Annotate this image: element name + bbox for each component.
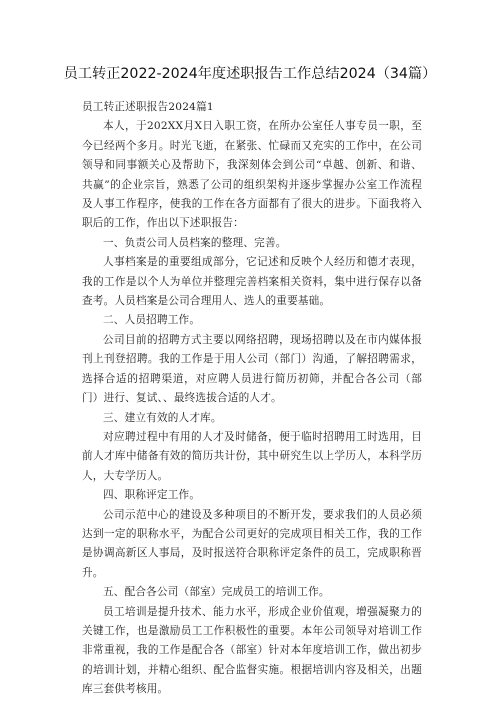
section-heading-5: 五、配合各公司（部室）完成员工的培训工作。 [103, 586, 330, 599]
document-subtitle: 员工转正述职报告2024篇1 [82, 101, 214, 113]
document-title: 员工转正2022-2024年度述职报告工作总结2024（34篇） [63, 66, 437, 82]
section-heading-4: 四、职称评定工作。 [103, 489, 201, 502]
section-heading-2: 二、人员招聘工作。 [103, 314, 201, 327]
section-paragraph-3: 对应聘过程中有用的人才及时储备，便于临时招聘用工时选用，目前人才库中储备有效的简历共计份，其中研究生以上学历人，本科学历人，大专学历人。 [82, 430, 422, 482]
section-paragraph-2: 公司目前的招聘方式主要以网络招聘，现场招聘以及在市内媒体报刊上刊登招聘。我的工作是于用人公司（部门）沟通，了解招聘需求，选择合适的招聘渠道，对应聘人员进行简历初筛，并配合各公司（部门）进行、复试、、最终选拔合适的人才。 [82, 333, 422, 405]
section-heading-1: 一、负责公司人员档案的整理、完善。 [103, 236, 287, 249]
section-paragraph-1: 人事档案是的重要组成部分，它记述和反映个人经历和德才表现，我的工作是以个人为单位并整理完善档案相关资料，集中进行保存以备查考。人员档案是公司合理用人、选人的重要基础。 [82, 256, 422, 308]
section-paragraph-4: 公司示范中心的建设及多种项目的不断开发，要求我们的人员必须达到一定的职称水平，为配合公司更好的完成项目相关工作，我的工作是协调高新区人事局，及时报送符合职称评定条件的员工，完成职称晋升。 [82, 508, 422, 579]
section-heading-3: 三、建立有效的人才库。 [103, 411, 222, 424]
intro-paragraph: 本人，于202XX月X日入职工资，在所办公室任人事专员一职，至今已经两个多月。时光飞逝，在紧张、忙碌而又充实的工作中，在公司领导和同事额关心及帮助下，我深刻体会到公司“卓越、创新、和谐、共赢”的企业宗旨，熟悉了公司的组织架构并逐步掌握办公室工作流程及人事工作程序，使我的工作在各方面都有了很大的进步。下面我将入职后的工作，作出以下述职报告： [82, 120, 422, 230]
section-paragraph-5: 员工培训是提升技术、能力水平，形成企业价值观，增强凝聚力的关键工作，也是激励员工工作积极性的重要。本年公司领导对培训工作非常重视，我的工作是配合各（部室）针对本年度培训工作，做出初步的培训计划，并精心组织、配合监督实施。根据培训内容及相关，出题库三套供考核用。 [82, 605, 422, 696]
document-body [82, 98, 422, 700]
